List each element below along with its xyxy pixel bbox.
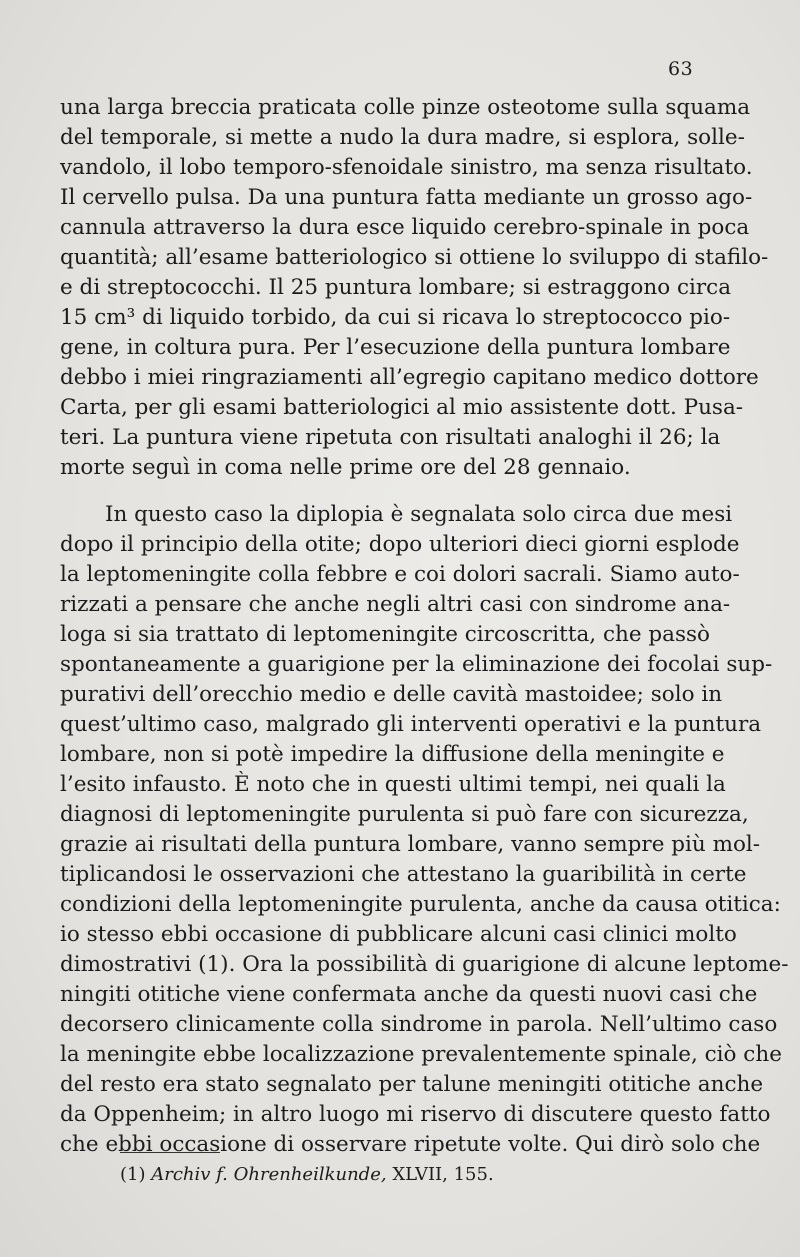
text-line: dopo il principio della otite; dopo ulteriori dieci giorni esplode	[60, 532, 740, 557]
text-line: gene, in coltura pura. Per l’esecuzione della puntura lombare	[60, 335, 731, 360]
footnote	[120, 1164, 494, 1185]
text-line: quest’ultimo caso, malgrado gli interventi operativi e la puntura	[60, 712, 762, 737]
text-line: diagnosi di leptomeningite purulenta si può fare con sicurezza,	[60, 802, 749, 827]
paragraph-2	[60, 500, 789, 1160]
text-line: 15 cm³ di liquido torbido, da cui si ricava lo streptococco pio-	[60, 305, 731, 330]
text-line: da Oppenheim; in altro luogo mi riservo di discutere questo fatto	[60, 1102, 771, 1127]
text-line: grazie ai risultati della puntura lombare, vanno sempre più mol-	[60, 832, 761, 857]
footnote-divider	[120, 1152, 220, 1153]
text-line: purativi dell’orecchio medio e delle cavità mastoidee; solo in	[60, 682, 723, 707]
text-line: dimostrativi (1). Ora la possibilità di guarigione di alcune leptome-	[60, 952, 789, 977]
footnote-reference: XLVII, 155.	[392, 1164, 494, 1185]
paragraph-1	[60, 93, 769, 483]
text-line: lombare, non si potè impedire la diffusione della meningite e	[60, 742, 725, 767]
footnote-journal: Archiv f. Ohrenheilkunde,	[151, 1164, 387, 1185]
text-line: spontaneamente a guarigione per la eliminazione dei focolai sup-	[60, 652, 773, 677]
text-line: teri. La puntura viene ripetuta con risultati analoghi il 26; la	[60, 425, 721, 450]
text-line: l’esito infausto. È noto che in questi ultimi tempi, nei quali la	[60, 772, 726, 797]
text-line: debbo i miei ringraziamenti all’egregio capitano medico dottore	[60, 365, 759, 390]
text-line: ningiti otitiche viene confermata anche da questi nuovi casi che	[60, 982, 758, 1007]
text-line: del temporale, si mette a nudo la dura madre, si esplora, solle-	[60, 125, 745, 150]
text-line: quantità; all’esame batteriologico si ottiene lo sviluppo di stafilo-	[60, 245, 769, 270]
text-line: condizioni della leptomeningite purulenta, anche da causa otitica:	[60, 892, 781, 917]
text-line: tiplicandosi le osservazioni che attestano la guaribilità in certe	[60, 862, 747, 887]
page-number: 63	[668, 58, 694, 80]
text-line: che ebbi occasione di osservare ripetute volte. Qui dirò solo che	[60, 1132, 761, 1157]
text-line: rizzati a pensare che anche negli altri casi con sindrome ana-	[60, 592, 731, 617]
text-line: io stesso ebbi occasione di pubblicare alcuni casi clinici molto	[60, 922, 737, 947]
text-line: la meningite ebbe localizzazione prevalentemente spinale, ciò che	[60, 1042, 782, 1067]
text-line: cannula attraverso la dura esce liquido cerebro-spinale in poca	[60, 215, 750, 240]
text-line: una larga breccia praticata colle pinze osteotome sulla squama	[60, 95, 751, 120]
text-line: decorsero clinicamente colla sindrome in parola. Nell’ultimo caso	[60, 1012, 778, 1037]
footnote-marker: (1)	[120, 1164, 146, 1185]
text-line: la leptomeningite colla febbre e coi dolori sacrali. Siamo auto-	[60, 562, 740, 587]
text-line: e di streptococchi. Il 25 puntura lombare; si estraggono circa	[60, 275, 732, 300]
text-line: Il cervello pulsa. Da una puntura fatta mediante un grosso ago-	[60, 185, 753, 210]
text-line: In questo caso la diplopia è segnalata solo circa due mesi	[105, 502, 733, 527]
text-line: del resto era stato segnalato per talune meningiti otitiche anche	[60, 1072, 764, 1097]
text-line: morte seguì in coma nelle prime ore del 28 gennaio.	[60, 455, 631, 480]
text-line: loga si sia trattato di leptomeningite circoscritta, che passò	[60, 622, 710, 647]
text-line: Carta, per gli esami batteriologici al mio assistente dott. Pusa-	[60, 395, 744, 420]
text-line: vandolo, il lobo temporo-sfenoidale sinistro, ma senza risultato.	[60, 155, 753, 180]
